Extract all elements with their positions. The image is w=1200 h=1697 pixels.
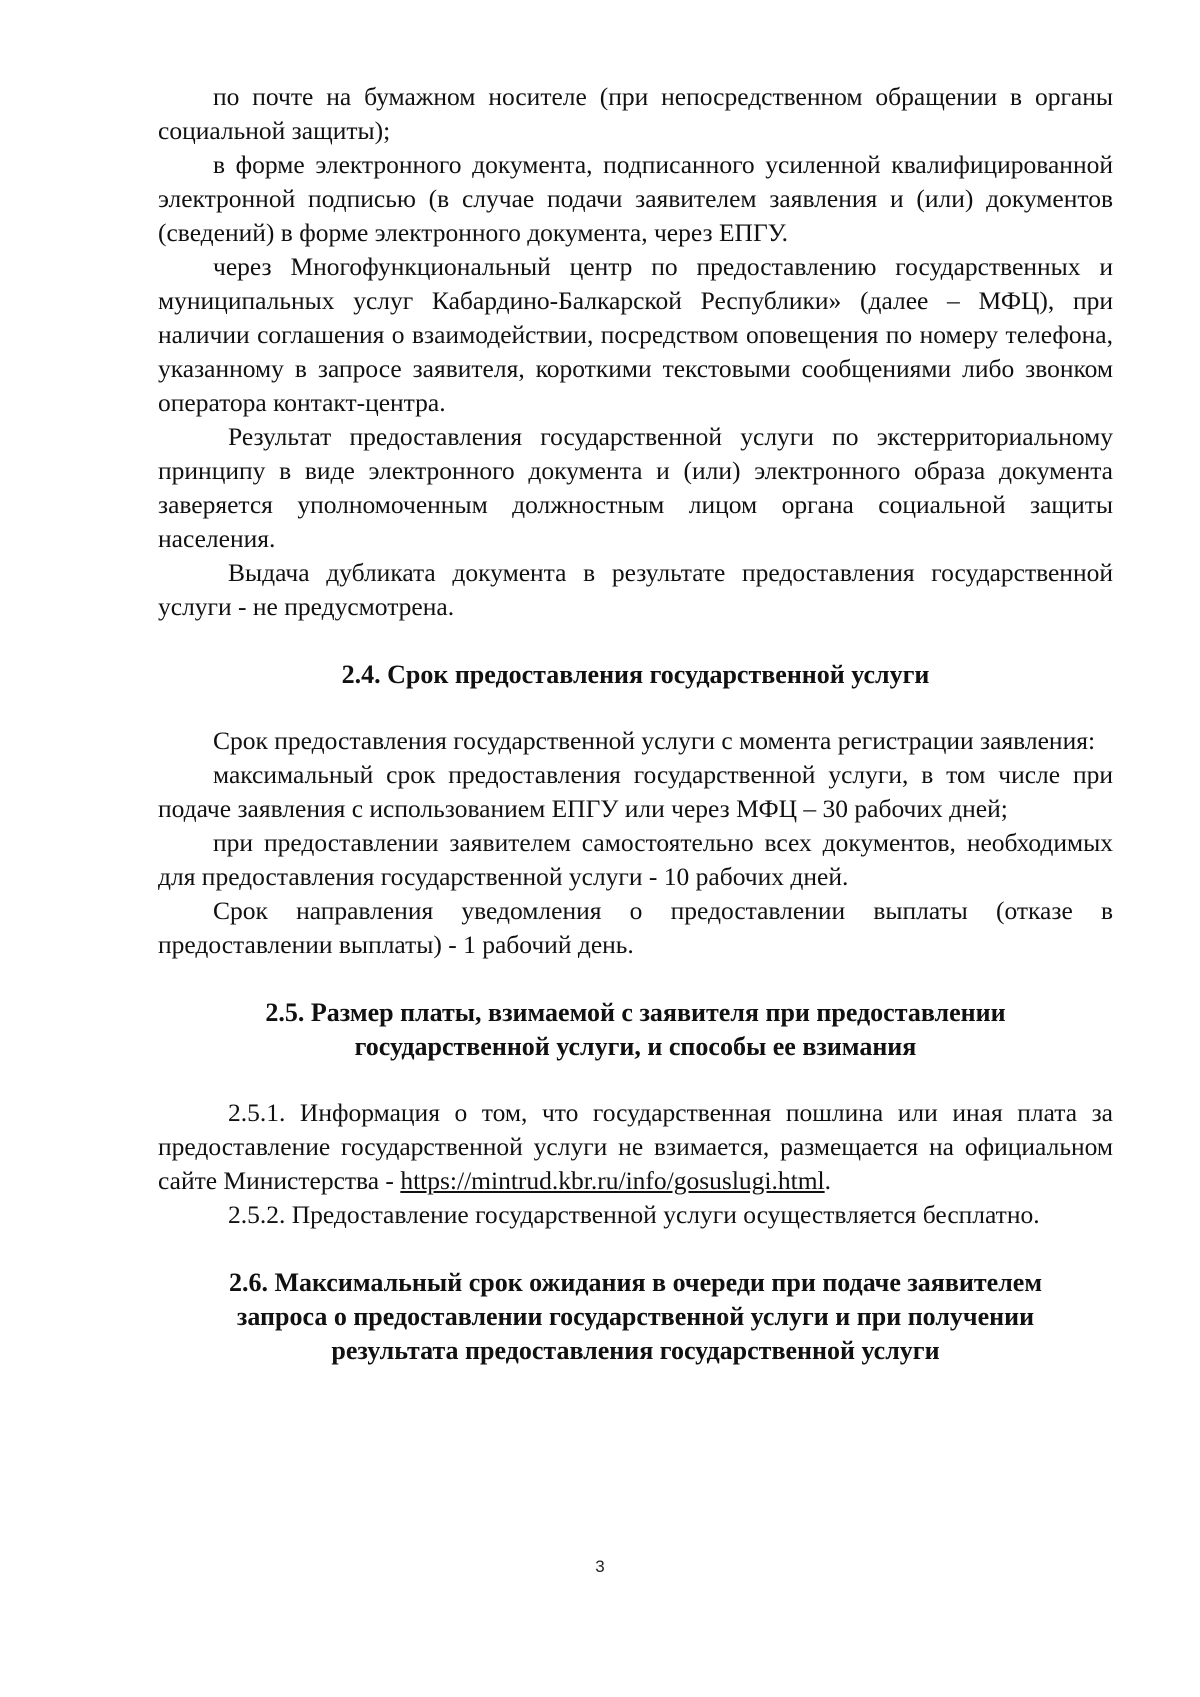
paragraph-term-notice: Срок направления уведомления о предоставлении выплаты (отказе в предоставлении выплаты) - 1 рабочий день. [158,896,1113,959]
heading-2-5-line1: 2.5. Размер платы, взимаемой с заявителя при предоставлении [265,998,1006,1027]
paragraph-result: Результат предоставления государственной услуги по экстерриториальному принципу в виде электронного документа и (или) электронного образа документа заверяется уполномоченным должностным лицом органа социальной защиты населения. [158,422,1113,553]
paragraph-term-max: максимальный срок предоставления государственной услуги, в том числе при подаче заявления с использованием ЕПГУ или через МФЦ – 30 рабочих дней; [158,760,1113,823]
paragraph-mail: по почте на бумажном носителе (при непосредственном обращении в органы социальной защиты); [158,82,1113,145]
paragraph-electronic-form: в форме электронного документа, подписанного усиленной квалифицированной электронной подписью (в случае подачи заявителем заявления и (или) документов (сведений) в форме электронного документа, через ЕПГУ. [158,150,1113,247]
heading-2-5-line2: государственной услуги, и способы ее взимания [354,1032,917,1061]
paragraph-term-intro: Срок предоставления государственной услуги с момента регистрации заявления: [213,726,1096,755]
paragraph-duplicate: Выдача дубликата документа в результате предоставления государственной услуги - не предусмотрена. [158,558,1113,621]
paragraph-2-5-1-text: 2.5.1. Информация о том, что государственная пошлина или иная плата за предоставление государственной услуги не взимается, размещается на официальном сайте Министерства - [158,1098,1113,1195]
heading-2-6-line1: 2.6. Максимальный срок ожидания в очереди при подаче заявителем [228,1268,1043,1297]
paragraph-2-5-2: 2.5.2. Предоставление государственной услуги осуществляется бесплатно. [228,1200,1040,1229]
paragraph-2-5-1-end: . [824,1166,831,1195]
ministry-site-link[interactable]: https://mintrud.kbr.ru/info/gosuslugi.html [400,1166,825,1195]
heading-2-6 [158,1266,1113,1368]
page-number: 3 [595,1557,605,1576]
document-body [158,80,1113,1368]
heading-2-6-line2: запроса о предоставлении государственной услуги и при получении [236,1302,1035,1331]
heading-2-6-line3: результата предоставления государственной услуги [331,1336,940,1365]
heading-2-4: 2.4. Срок предоставления государственной услуги [341,660,930,689]
paragraph-term-self: при предоставлении заявителем самостоятельно всех документов, необходимых для предоставления государственной услуги - 10 рабочих дней. [158,828,1113,891]
paragraph-mfc: через Многофункциональный центр по предоставлению государственных и муниципальных услуг Кабардино-Балкарской Республики» (далее – МФЦ), при наличии соглашения о взаимодействии, посредством оповещения по номеру телефона, указанному в запросе заявителя, короткими текстовыми сообщениями либо звонком оператора контакт-центра. [158,252,1113,417]
paragraph-2-5-1 [158,1096,1113,1198]
heading-2-5 [158,996,1113,1064]
